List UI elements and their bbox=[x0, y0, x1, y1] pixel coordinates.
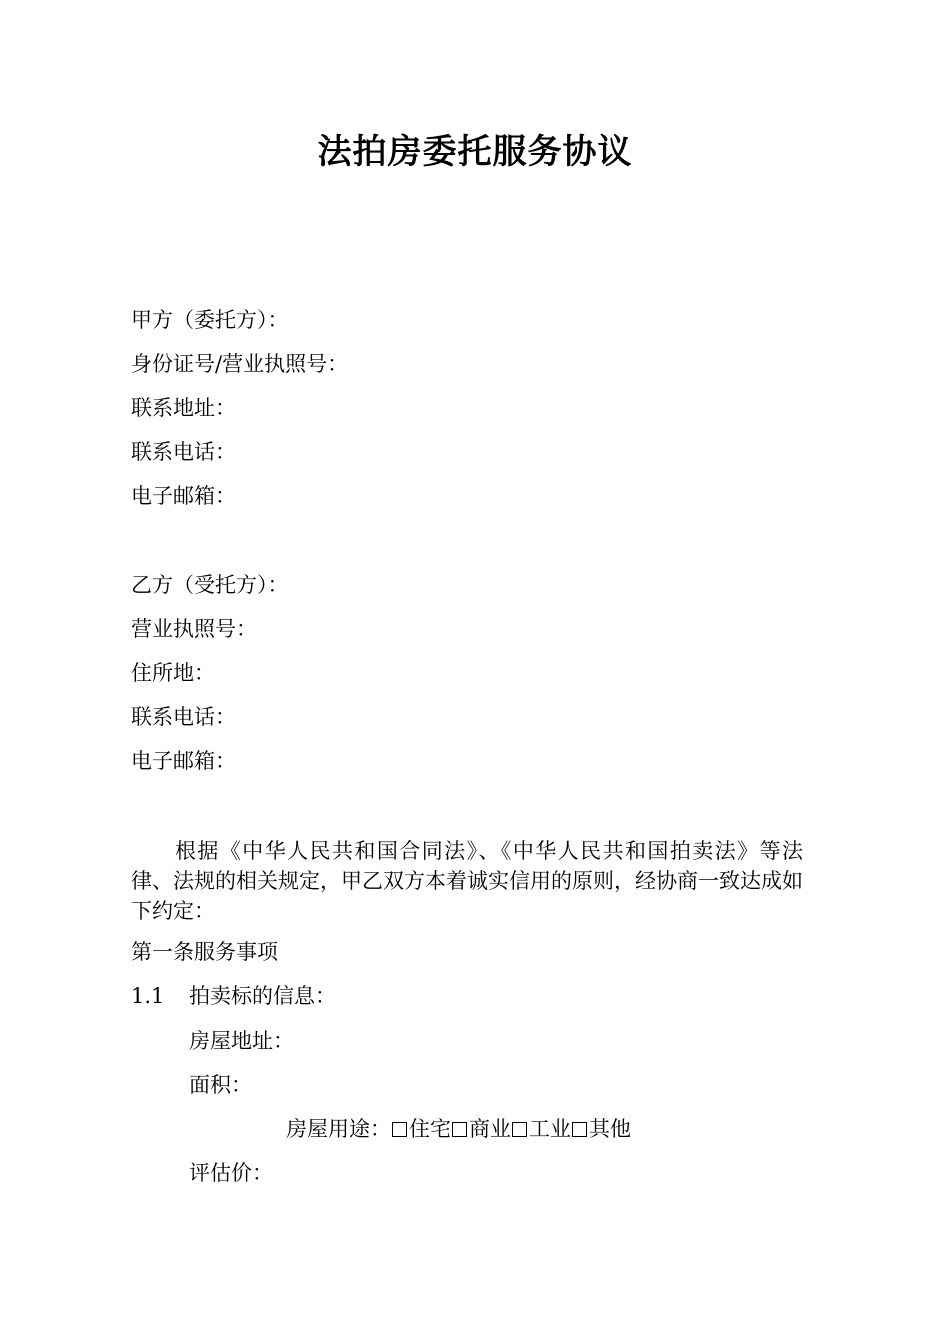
document-title: 法拍房委托服务协议 bbox=[317, 132, 633, 172]
item-number: 1.1 bbox=[131, 984, 165, 1008]
preamble-paragraph: 根据《中华人民共和国合同法》、《中华人民共和国拍卖法》等法律、法规的相关规定，甲乙双方本着诚实信用的原则，经协商一致达成如下约定： bbox=[131, 839, 803, 923]
usage-option-industrial: 工业 bbox=[529, 1117, 571, 1141]
party-b-residence-label: 住所地： bbox=[131, 661, 215, 685]
party-b-phone-label: 联系电话： bbox=[131, 705, 236, 729]
party-a-id-label: 身份证号/营业执照号： bbox=[131, 352, 349, 376]
house-usage-row bbox=[286, 1114, 631, 1144]
usage-label: 房屋用途： bbox=[286, 1117, 391, 1141]
item-text: 拍卖标的信息： bbox=[189, 984, 336, 1008]
usage-option-other: 其他 bbox=[589, 1117, 631, 1141]
usage-option-residential: 住宅 bbox=[409, 1117, 451, 1141]
usage-other-checkbox[interactable] bbox=[572, 1122, 587, 1137]
valuation-label: 评估价： bbox=[189, 1161, 273, 1185]
item-1-1 bbox=[131, 981, 336, 1011]
house-address-label: 房屋地址： bbox=[189, 1029, 294, 1053]
party-a-address-label: 联系地址： bbox=[131, 396, 236, 420]
party-b-label: 乙方（受托方）： bbox=[131, 573, 289, 597]
party-a-email-label: 电子邮箱： bbox=[131, 484, 236, 508]
usage-option-commercial: 商业 bbox=[469, 1117, 511, 1141]
usage-residential-checkbox[interactable] bbox=[392, 1122, 407, 1137]
usage-industrial-checkbox[interactable] bbox=[512, 1122, 527, 1137]
party-a-phone-label: 联系电话： bbox=[131, 440, 236, 464]
area-label: 面积： bbox=[189, 1073, 252, 1097]
party-b-license-label: 营业执照号： bbox=[131, 617, 257, 641]
article-1-heading: 第一条服务事项 bbox=[131, 940, 278, 964]
party-a-label: 甲方（委托方）： bbox=[131, 308, 289, 332]
party-b-email-label: 电子邮箱： bbox=[131, 749, 236, 773]
usage-commercial-checkbox[interactable] bbox=[452, 1122, 467, 1137]
